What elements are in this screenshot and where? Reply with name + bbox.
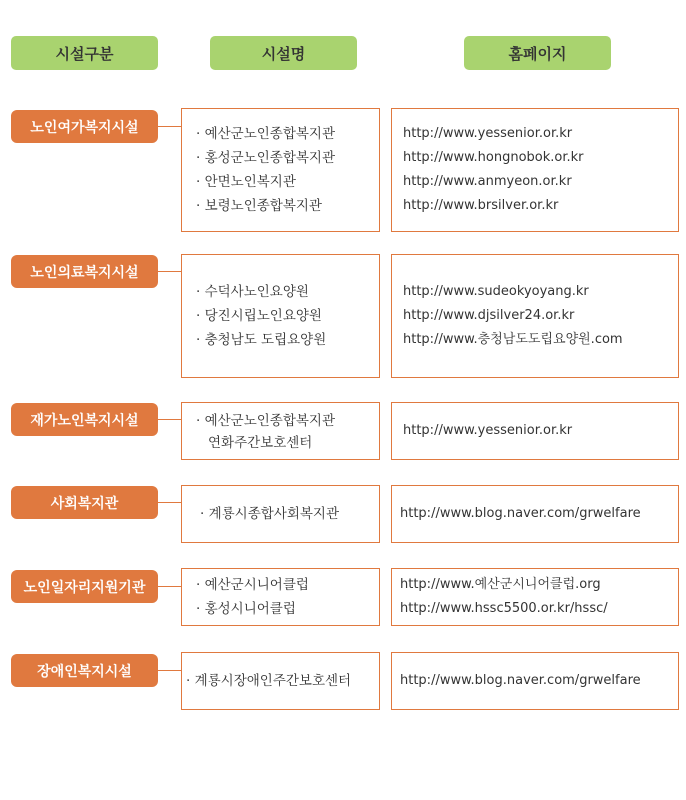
connector-line <box>158 670 182 671</box>
facility-name: · 안면노인복지관 <box>196 174 296 190</box>
facility-name: · 당진시립노인요양원 <box>196 308 322 324</box>
homepage-box <box>391 254 679 378</box>
homepage-link[interactable]: http://www.hongnobok.or.kr <box>403 150 584 165</box>
homepage-link[interactable]: http://www.sudeokyoyang.kr <box>403 284 589 299</box>
facility-name: · 예산군시니어클럽 <box>196 577 309 593</box>
category-label: 장애인복지시설 <box>11 654 158 687</box>
facility-name: · 계룡시장애인주간보호센터 <box>186 673 352 689</box>
facility-box <box>181 108 380 232</box>
header-homepage: 홈페이지 <box>464 36 611 70</box>
facility-name: · 보령노인종합복지관 <box>196 198 322 214</box>
category-label: 노인여가복지시설 <box>11 110 158 143</box>
homepage-link[interactable]: http://www.brsilver.or.kr <box>403 198 559 213</box>
facility-name: · 홍성군노인종합복지관 <box>196 150 335 166</box>
facility-name: · 홍성시니어클럽 <box>196 601 296 617</box>
homepage-box <box>391 402 679 460</box>
facility-box <box>181 254 380 378</box>
category-label: 사회복지관 <box>11 486 158 519</box>
homepage-box <box>391 652 679 710</box>
facility-name: 연화주간보호센터 <box>208 435 313 451</box>
facility-name: · 충청남도 도립요양원 <box>196 332 327 348</box>
homepage-link[interactable]: http://www.충청남도도립요양원.com <box>403 332 623 347</box>
connector-line <box>158 271 182 272</box>
homepage-link[interactable]: http://www.blog.naver.com/grwelfare <box>400 506 641 521</box>
homepage-link[interactable]: http://www.hssc5500.or.kr/hssc/ <box>400 601 608 616</box>
homepage-link[interactable]: http://www.djsilver24.or.kr <box>403 308 575 323</box>
homepage-link[interactable]: http://www.anmyeon.or.kr <box>403 174 572 189</box>
facility-box <box>181 652 380 710</box>
facility-name: · 수덕사노인요양원 <box>196 284 309 300</box>
homepage-box <box>391 108 679 232</box>
category-label: 노인의료복지시설 <box>11 255 158 288</box>
connector-line <box>158 502 182 503</box>
facility-box <box>181 402 380 460</box>
connector-line <box>158 419 182 420</box>
category-label: 노인일자리지원기관 <box>11 570 158 603</box>
homepage-link[interactable]: http://www.yessenior.or.kr <box>403 423 573 438</box>
facility-name: · 계룡시종합사회복지관 <box>200 506 339 522</box>
header-facility: 시설명 <box>210 36 357 70</box>
homepage-box <box>391 568 679 626</box>
homepage-link[interactable]: http://www.yessenior.or.kr <box>403 126 573 141</box>
header-category: 시설구분 <box>11 36 158 70</box>
category-label: 재가노인복지시설 <box>11 403 158 436</box>
connector-line <box>158 126 182 127</box>
homepage-box <box>391 485 679 543</box>
facility-name: · 예산군노인종합복지관 <box>196 126 335 142</box>
connector-line <box>158 586 182 587</box>
homepage-link[interactable]: http://www.blog.naver.com/grwelfare <box>400 673 641 688</box>
facility-box <box>181 568 380 626</box>
homepage-link[interactable]: http://www.예산군시니어클럽.org <box>400 577 601 592</box>
facility-box <box>181 485 380 543</box>
facility-name: · 예산군노인종합복지관 <box>196 413 335 429</box>
